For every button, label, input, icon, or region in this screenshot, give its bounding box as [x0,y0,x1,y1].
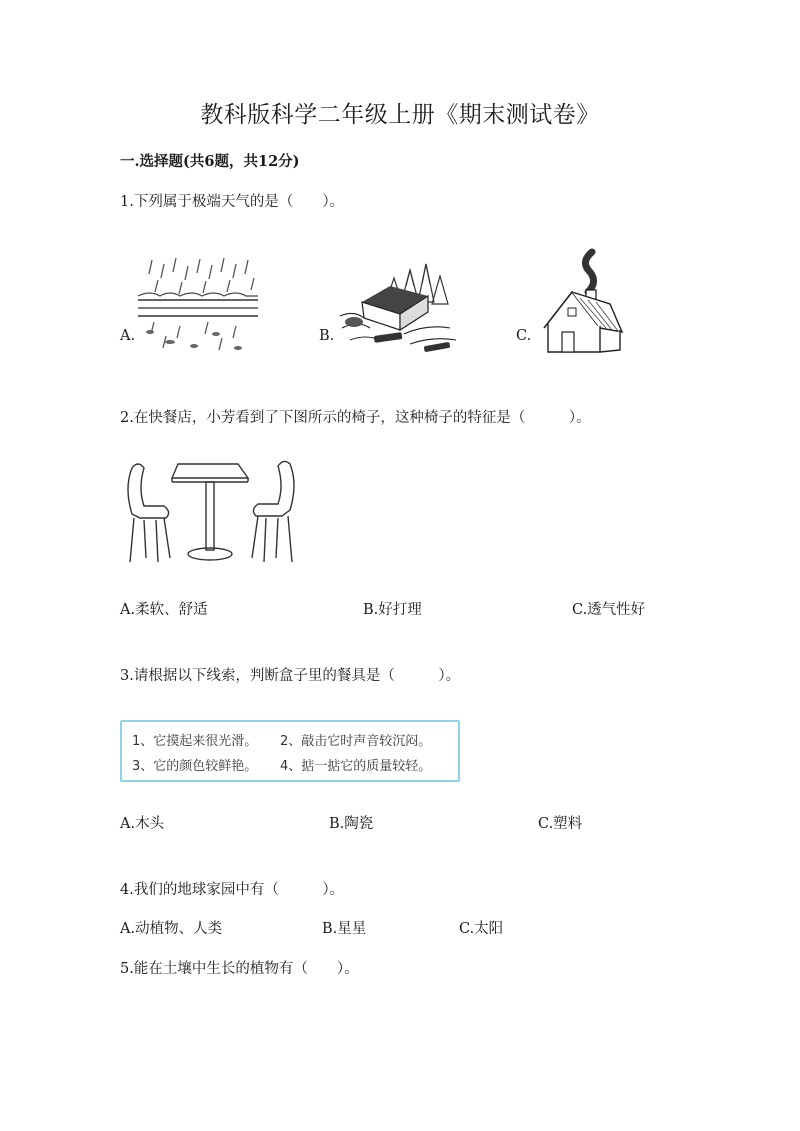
flooded-house-illustration [340,256,458,356]
q1-option-b-label: B. [319,328,335,344]
table-and-chairs-illustration [122,458,300,564]
question-2: 2.在快餐店，小芳看到了下图所示的椅子，这种椅子的特征是（ ）。 [120,410,591,426]
q4-option-b: B.星星 [322,921,367,937]
clue-3: 3、它的颜色较鲜艳。 [132,759,258,774]
clue-1: 1、它摸起来很光滑。 [132,734,258,749]
q4-option-c: C.太阳 [459,921,504,937]
clue-2: 2、敲击它时声音较沉闷。 [280,734,432,749]
heavy-rain-illustration [136,256,260,356]
q3-option-a: A.木头 [120,816,165,832]
q2-option-b: B.好打理 [363,602,422,618]
q1-option-c-label: C. [516,328,532,344]
question-5: 5.能在土壤中生长的植物有（ ）。 [120,961,359,977]
question-4: 4.我们的地球家园中有（ ）。 [120,882,345,898]
question-3: 3.请根据以下线索，判断盒子里的餐具是（ ）。 [120,668,461,684]
clue-4: 4、掂一掂它的质量较轻。 [280,759,432,774]
q2-option-c: C.透气性好 [572,602,646,618]
question-1: 1.下列属于极端天气的是（ ）。 [120,194,345,210]
clue-box [120,720,460,782]
page-title: 教科版科学二年级上册《期末测试卷》 [200,102,600,128]
q4-option-a: A.动植物、人类 [120,921,223,937]
section-heading: 一.选择题(共6题，共12分) [120,153,300,170]
q3-option-b: B.陶瓷 [329,816,374,832]
house-with-chimney-illustration [540,252,624,356]
q2-option-a: A.柔软、舒适 [120,602,208,618]
q3-option-c: C.塑料 [538,816,583,832]
q1-option-a-label: A. [120,328,136,344]
